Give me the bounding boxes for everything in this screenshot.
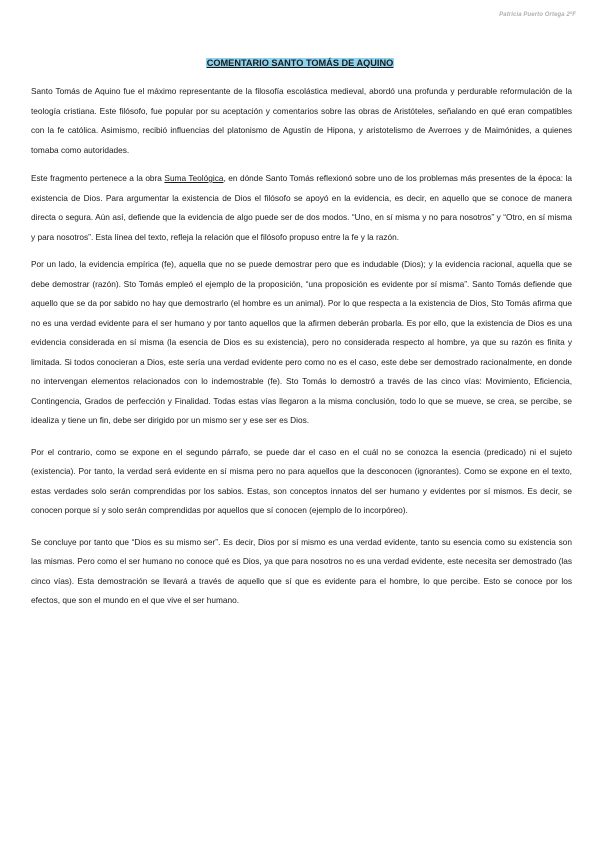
- paragraph-counterpoint: Por el contrario, como se expone en el segundo párrafo, se puede dar el caso en el cuál no se conozca la esencia (predicado) ni el sujeto (existencia). Por tanto, la verdad será evidente en sí misma pero no para aquellos que la desconocen (ignorantes). Como se expone en el texto, estas verdades solo serán comprendidas por los sabios. Estas, son conceptos innatos del ser humano y evidentes por sí mismos. Es decir, se conocen porque sí y solo serán comprendidas por aquellos que sí conocen (ejemplo de lo incorpóreo).: [31, 446, 572, 515]
- document-title-wrapper: [0, 58, 600, 68]
- paragraph-evidence: Por un lado, la evidencia empírica (fe), aquella que no se puede demostrar pero que es indudable (Dios); y la evidencia racional, aquella que se debe demostrar (razón). Sto Tomás empleó el ejemplo de la proposición, “una proposición es evidente por sí misma”. Santo Tomás defiende que aquello que se da por sabido no hay que demostrarlo (el hombre es un animal). Por lo que respecta a la existencia de Dios, Sto Tomás afirma que no es una verdad evidente para el ser humano y por tanto aquellos que la afirmen deberán probarla. Es por ello, que la existencia de Dios es una evidencia considerada en sí misma (la esencia de Dios es su existencia), pero no considerada respecto al hombre, ya que su razón es finita y limitada. Si todos conocieran a Dios, este sería una verdad evidente pero como no es el caso, este debe ser demostrado racionalmente, en donde no intervengan elementos relacionados con lo indemostrable (fe). Sto Tomás lo demostró a través de las cinco vías: Movimiento, Eficiencia, Contingencia, Grados de perfección y Finalidad. Todas estas vías llegaron a la misma conclusión, todo lo que se mueve, se crea, se percibe, se idealiza y tiene un fin, debe ser dirigido por un mismo ser y ese ser es Dios.: [31, 259, 572, 425]
- paragraph-introduction: Santo Tomás de Aquino fue el máximo representante de la filosofía escolástica medieval, abordó una profunda y perdurable reformulación de la teología cristiana. Este filósofo, fue popular por su aceptación y comentarios sobre las obras de Aristóteles, señalando en qué eran compatibles con la fe católica. Asimismo, recibió influencias del platonismo de Agustín de Hipona, y aristotelismo de Averroes y de Maimónides, a quienes tomaba como autoridades.: [31, 86, 572, 155]
- paragraph-context-after: , en dónde Santo Tomás reflexionó sobre uno de los problemas más presentes de la época: la existencia de Dios. Para argumentar la existencia de Dios el filósofo se apoyó en la evidencia, es decir, en aquello que se conoce de manera directa o segura. Aún así, defiende que la evidencia de algo puede ser de dos modos. “Uno, en sí misma y no para nosotros” y “Otro, en sí misma y para nosotros”. Esta línea del texto, refleja la relación que el filósofo propuso entre la fe y la razón.: [31, 173, 572, 242]
- paragraph-context-before: Este fragmento pertenece a la obra: [31, 173, 165, 183]
- header-author: Patricia Puerto Ortega 2ºF: [499, 12, 576, 18]
- work-title-reference: Suma Teológica: [164, 173, 224, 183]
- paragraph-conclusion: Se concluye por tanto que “Dios es su mismo ser”. Es decir, Dios por sí mismo es una verdad evidente, tanto su esencia como su existencia son las mismas. Pero como el ser humano no conoce qué es Dios, ya que para nosotros no es una verdad evidente, este necesita ser demostrado (las cinco vías). Esta demostración se llevará a través de aquello que sí que es evidente para el hombre, lo que percibe. Esto se conoce por los efectos, que son el mundo en el que vive el ser humano.: [31, 536, 572, 605]
- paragraph-context: [31, 169, 572, 247]
- document-title: COMENTARIO SANTO TOMÁS DE AQUINO: [206, 58, 394, 68]
- document-body: [31, 82, 572, 620]
